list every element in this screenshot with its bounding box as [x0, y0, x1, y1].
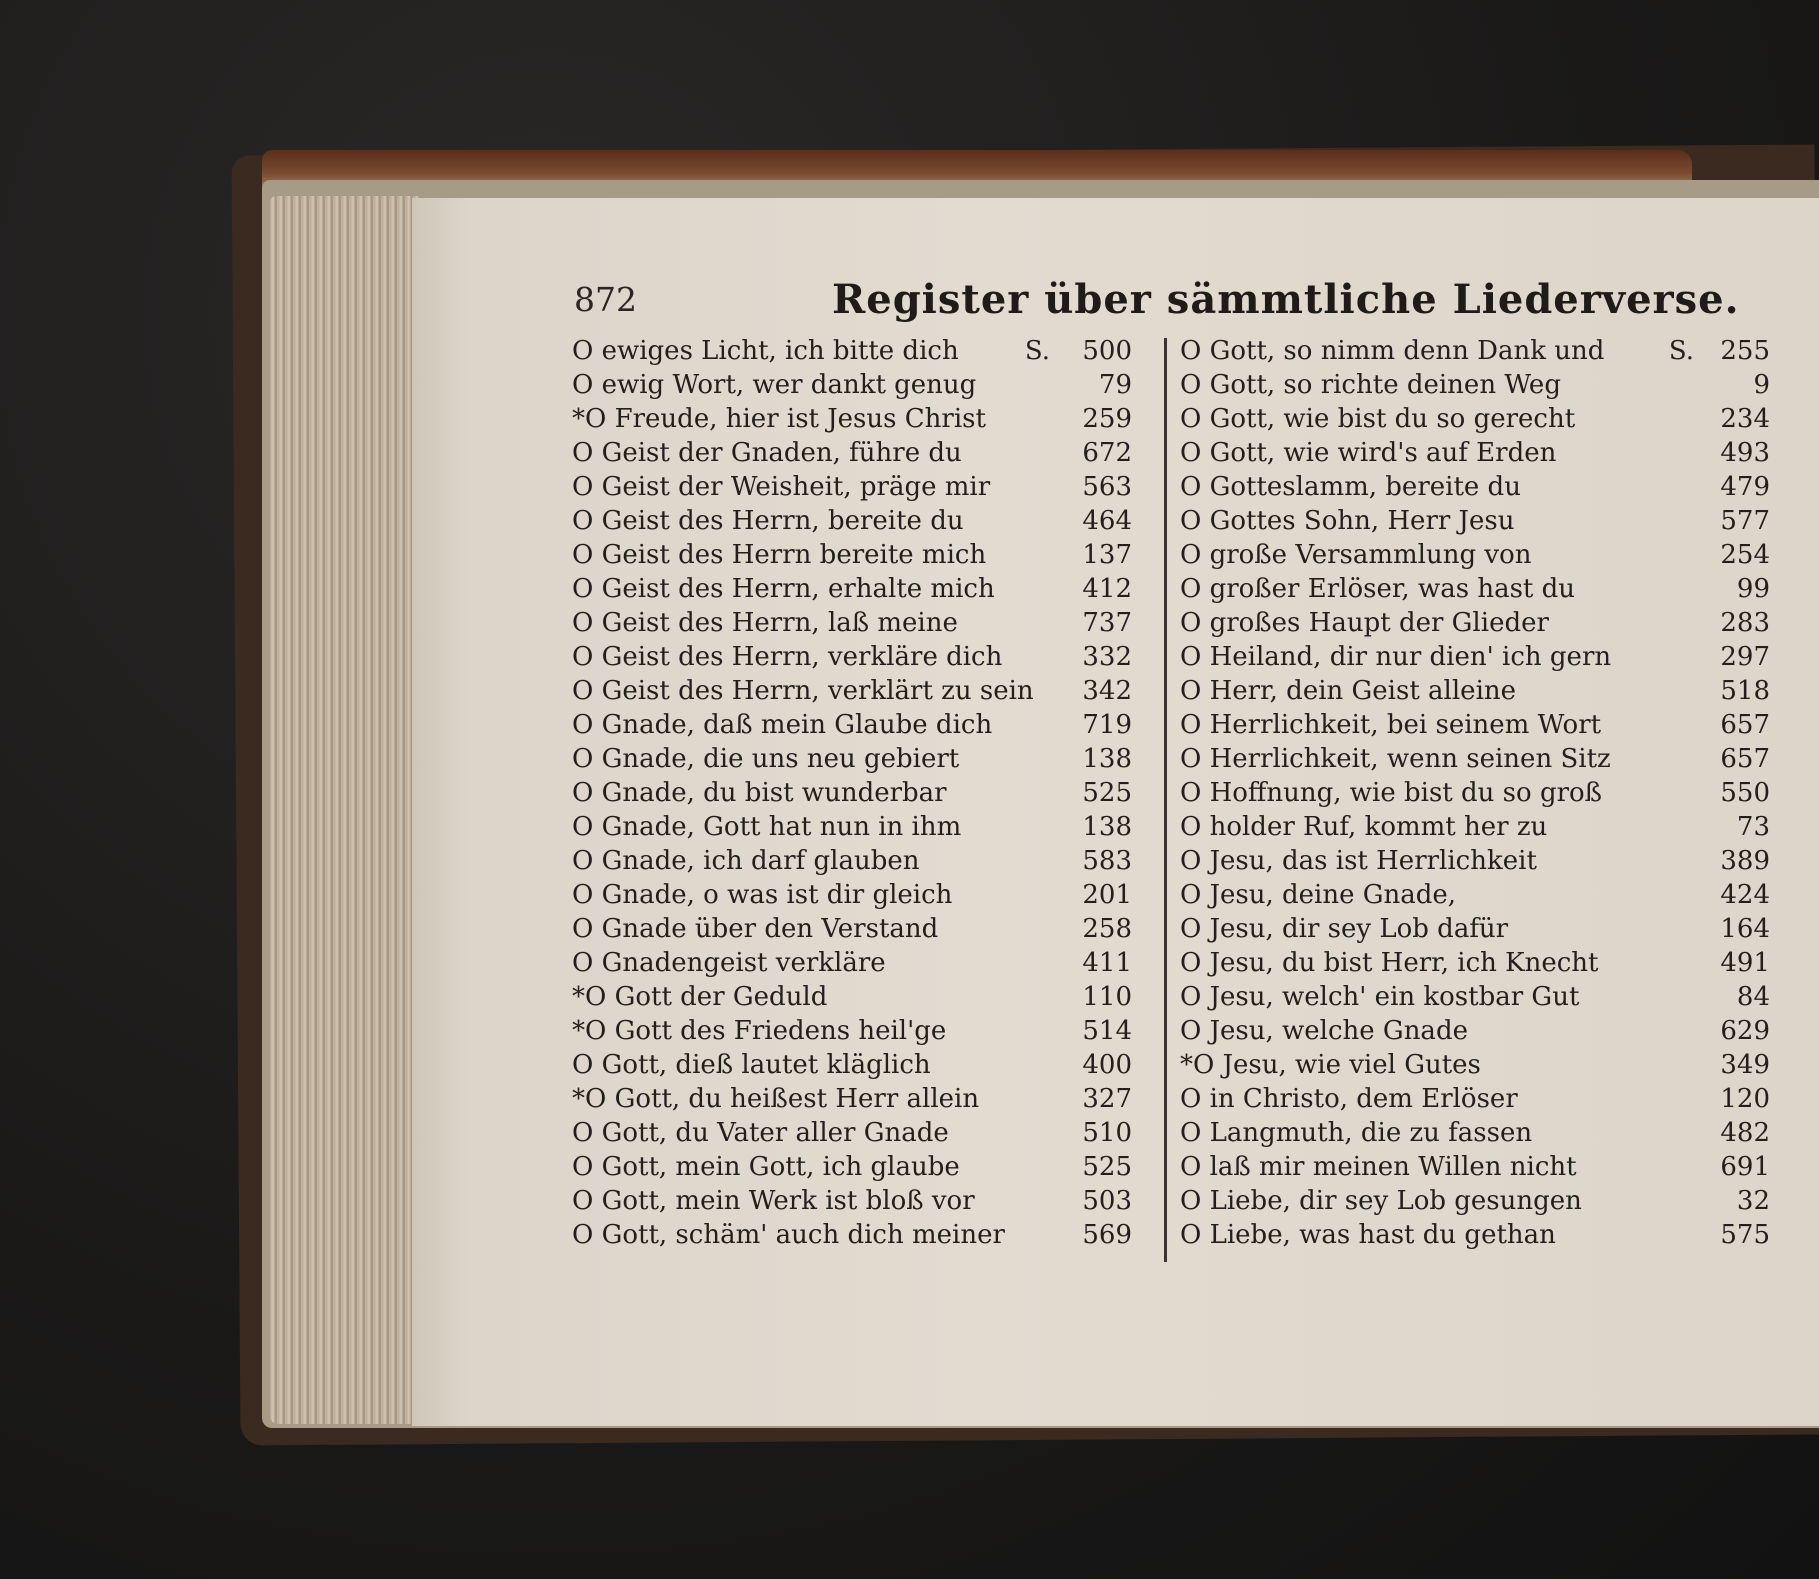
- entry-page-number: 569: [1082, 1220, 1132, 1250]
- entry-page-number: 138: [1082, 744, 1132, 774]
- entry-text: O Geist des Herrn bereite mich: [572, 540, 987, 570]
- entry-page-number: 672: [1082, 438, 1132, 468]
- entry-text: O Gotteslamm, bereite du: [1180, 472, 1521, 502]
- index-entry: [1180, 470, 1770, 504]
- index-entry: [572, 980, 1132, 1014]
- entry-page-number: 719: [1082, 710, 1132, 740]
- entry-text: O ewiges Licht, ich bitte dich: [572, 336, 959, 366]
- index-entry: [572, 810, 1132, 844]
- entry-text: *O Gott der Geduld: [572, 982, 828, 1012]
- index-entry: [572, 538, 1132, 572]
- entry-page-number: 479: [1720, 472, 1770, 502]
- entry-text: O laß mir meinen Willen nicht: [1180, 1152, 1577, 1182]
- index-entry: [1180, 640, 1770, 674]
- entry-text: O Hoffnung, wie bist du so groß: [1180, 778, 1603, 808]
- entry-text: O Gnade, daß mein Glaube dich: [572, 710, 993, 740]
- index-entry: [1180, 674, 1770, 708]
- index-entry: [572, 334, 1132, 368]
- entry-text: O Gott, wie wird's auf Erden: [1180, 438, 1557, 468]
- entry-page-number: 563: [1082, 472, 1132, 502]
- entry-text: O Gnade, o was ist dir gleich: [572, 880, 953, 910]
- index-entry: [572, 1184, 1132, 1218]
- entry-page-number: 259: [1082, 404, 1132, 434]
- index-entry: [572, 1150, 1132, 1184]
- entry-text: O großes Haupt der Glieder: [1180, 608, 1549, 638]
- index-entry: [1180, 1218, 1770, 1252]
- entry-page-number: 514: [1082, 1016, 1132, 1046]
- entry-page-number: 583: [1082, 846, 1132, 876]
- entry-text: O Gnadengeist verkläre: [572, 948, 886, 978]
- entry-page-number: 9: [1753, 370, 1770, 400]
- entry-page-number: 254: [1720, 540, 1770, 570]
- entry-text: O Geist des Herrn, verklärt zu sein: [572, 676, 1034, 706]
- entry-text: O Herrlichkeit, bei seinem Wort: [1180, 710, 1602, 740]
- index-entry: [572, 606, 1132, 640]
- entry-page-number: 349: [1720, 1050, 1770, 1080]
- index-entry: [572, 844, 1132, 878]
- index-entry: [1180, 708, 1770, 742]
- page-abbrev: S.: [1668, 336, 1694, 366]
- index-entry: [1180, 436, 1770, 470]
- entry-text: O Gottes Sohn, Herr Jesu: [1180, 506, 1515, 536]
- entry-page-number: 493: [1720, 438, 1770, 468]
- entry-page-number: 503: [1082, 1186, 1132, 1216]
- entry-text: O Jesu, das ist Herrlichkeit: [1180, 846, 1537, 876]
- index-entry: [1180, 810, 1770, 844]
- entry-text: *O Freude, hier ist Jesus Christ: [572, 404, 986, 434]
- entry-text: O Gott, so richte deinen Weg: [1180, 370, 1561, 400]
- entry-text: O Gott, schäm' auch dich meiner: [572, 1220, 1005, 1250]
- index-entry: [1180, 742, 1770, 776]
- index-entry: [1180, 368, 1770, 402]
- page-fore-edge: [270, 196, 420, 1424]
- entry-page-number: 575: [1720, 1220, 1770, 1250]
- index-entry: [1180, 538, 1770, 572]
- entry-page-number: 411: [1082, 948, 1132, 978]
- entry-page-number: 412: [1082, 574, 1132, 604]
- index-entry: [572, 436, 1132, 470]
- entry-text: O Jesu, deine Gnade,: [1180, 880, 1457, 910]
- entry-text: O Herrlichkeit, wenn seinen Sitz: [1180, 744, 1611, 774]
- index-entry: [572, 1082, 1132, 1116]
- index-entry: [572, 1014, 1132, 1048]
- entry-page-number: 525: [1082, 778, 1132, 808]
- entry-page-number: 737: [1082, 608, 1132, 638]
- entry-text: O Geist des Herrn, erhalte mich: [572, 574, 995, 604]
- entry-page-number: 482: [1720, 1118, 1770, 1148]
- index-entry: [572, 708, 1132, 742]
- entry-page-number: 500: [1082, 336, 1132, 366]
- entry-page-number: 283: [1720, 608, 1770, 638]
- entry-text: O Jesu, du bist Herr, ich Knecht: [1180, 948, 1599, 978]
- index-entry: [1180, 980, 1770, 1014]
- entry-text: O Geist des Herrn, verkläre dich: [572, 642, 1003, 672]
- page-title: Register über sämmtliche Liederverse.: [832, 276, 1740, 323]
- index-entry: [572, 402, 1132, 436]
- entry-page-number: 518: [1720, 676, 1770, 706]
- entry-text: O Geist der Gnaden, führe du: [572, 438, 962, 468]
- entry-text: O Gnade, ich darf glauben: [572, 846, 920, 876]
- entry-page-number: 110: [1082, 982, 1132, 1012]
- entry-page-number: 327: [1082, 1084, 1132, 1114]
- index-entry: [572, 878, 1132, 912]
- index-entry: [572, 640, 1132, 674]
- index-entry: [572, 470, 1132, 504]
- entry-text: O Heiland, dir nur dien' ich gern: [1180, 642, 1612, 672]
- entry-page-number: 577: [1720, 506, 1770, 536]
- index-entry: [1180, 912, 1770, 946]
- entry-text: O großer Erlöser, was hast du: [1180, 574, 1576, 604]
- index-entry: [572, 742, 1132, 776]
- entry-text: O große Versammlung von: [1180, 540, 1532, 570]
- index-entry: [572, 572, 1132, 606]
- index-entry: [1180, 946, 1770, 980]
- entry-page-number: 32: [1736, 1186, 1770, 1216]
- index-entry: [1180, 1116, 1770, 1150]
- entry-page-number: 137: [1082, 540, 1132, 570]
- entry-text: O Jesu, welche Gnade: [1180, 1016, 1468, 1046]
- entry-page-number: 164: [1720, 914, 1770, 944]
- entry-page-number: 389: [1720, 846, 1770, 876]
- index-entry: [572, 946, 1132, 980]
- entry-page-number: 550: [1720, 778, 1770, 808]
- index-entry: [1180, 844, 1770, 878]
- index-entry: [572, 1218, 1132, 1252]
- index-entry: [572, 1048, 1132, 1082]
- entry-page-number: 691: [1720, 1152, 1770, 1182]
- entry-page-number: 342: [1082, 676, 1132, 706]
- entry-text: O Geist der Weisheit, präge mir: [572, 472, 991, 502]
- entry-page-number: 629: [1720, 1016, 1770, 1046]
- entry-page-number: 525: [1082, 1152, 1132, 1182]
- index-entry: [572, 368, 1132, 402]
- entry-text: O Gnade, die uns neu gebiert: [572, 744, 960, 774]
- index-entry: [1180, 504, 1770, 538]
- entry-page-number: 258: [1082, 914, 1132, 944]
- entry-page-number: 255: [1720, 336, 1770, 366]
- index-entry: [1180, 572, 1770, 606]
- entry-page-number: 657: [1720, 744, 1770, 774]
- index-entry: [1180, 878, 1770, 912]
- entry-text: O Gott, mein Werk ist bloß vor: [572, 1186, 975, 1216]
- index-entry: [1180, 1048, 1770, 1082]
- entry-text: O Liebe, was hast du gethan: [1180, 1220, 1556, 1250]
- entry-text: O Geist des Herrn, bereite du: [572, 506, 964, 536]
- entry-text: O Gnade über den Verstand: [572, 914, 939, 944]
- index-entry: [1180, 1014, 1770, 1048]
- entry-text: O Geist des Herrn, laß meine: [572, 608, 958, 638]
- page-abbrev: S.: [1024, 336, 1050, 366]
- index-entry: [1180, 1082, 1770, 1116]
- entry-page-number: 332: [1082, 642, 1132, 672]
- index-entry: [1180, 1150, 1770, 1184]
- entry-text: O Gott, mein Gott, ich glaube: [572, 1152, 960, 1182]
- entry-page-number: 99: [1736, 574, 1770, 604]
- index-column-right: [1180, 334, 1770, 1252]
- entry-text: O Liebe, dir sey Lob gesungen: [1180, 1186, 1582, 1216]
- index-entry: [572, 912, 1132, 946]
- entry-text: O Gott, du Vater aller Gnade: [572, 1118, 949, 1148]
- entry-page-number: 120: [1720, 1084, 1770, 1114]
- index-entry: [1180, 334, 1770, 368]
- column-divider: [1164, 338, 1167, 1262]
- entry-page-number: 424: [1720, 880, 1770, 910]
- index-entry: [572, 504, 1132, 538]
- entry-text: *O Jesu, wie viel Gutes: [1180, 1050, 1481, 1080]
- entry-page-number: 201: [1082, 880, 1132, 910]
- entry-text: O Gott, dieß lautet kläglich: [572, 1050, 931, 1080]
- entry-text: O Jesu, welch' ein kostbar Gut: [1180, 982, 1580, 1012]
- entry-text: *O Gott des Friedens heil'ge: [572, 1016, 947, 1046]
- entry-page-number: 400: [1082, 1050, 1132, 1080]
- entry-text: O Gott, wie bist du so gerecht: [1180, 404, 1576, 434]
- entry-text: O in Christo, dem Erlöser: [1180, 1084, 1518, 1114]
- index-entry: [572, 674, 1132, 708]
- entry-text: O Herr, dein Geist alleine: [1180, 676, 1517, 706]
- entry-text: O holder Ruf, kommt her zu: [1180, 812, 1548, 842]
- index-entry: [1180, 606, 1770, 640]
- entry-page-number: 84: [1736, 982, 1770, 1012]
- entry-text: O Gnade, du bist wunderbar: [572, 778, 947, 808]
- entry-text: O Gott, so nimm denn Dank und: [1180, 336, 1605, 366]
- page-header: [412, 276, 1819, 340]
- entry-page-number: 138: [1082, 812, 1132, 842]
- entry-page-number: 297: [1720, 642, 1770, 672]
- entry-text: O Langmuth, die zu fassen: [1180, 1118, 1533, 1148]
- entry-text: *O Gott, du heißest Herr allein: [572, 1084, 980, 1114]
- entry-page-number: 234: [1720, 404, 1770, 434]
- entry-page-number: 510: [1082, 1118, 1132, 1148]
- index-entry: [1180, 1184, 1770, 1218]
- entry-text: O Jesu, dir sey Lob dafür: [1180, 914, 1509, 944]
- entry-page-number: 73: [1736, 812, 1770, 842]
- entry-page-number: 657: [1720, 710, 1770, 740]
- entry-text: O ewig Wort, wer dankt genug: [572, 370, 977, 400]
- index-column-left: [572, 334, 1132, 1252]
- entry-page-number: 464: [1082, 506, 1132, 536]
- entry-text: O Gnade, Gott hat nun in ihm: [572, 812, 962, 842]
- index-entry: [1180, 402, 1770, 436]
- entry-page-number: 79: [1098, 370, 1132, 400]
- index-entry: [572, 1116, 1132, 1150]
- page-number: 872: [574, 280, 637, 319]
- index-entry: [572, 776, 1132, 810]
- index-entry: [1180, 776, 1770, 810]
- entry-page-number: 491: [1720, 948, 1770, 978]
- book-page: [412, 198, 1819, 1426]
